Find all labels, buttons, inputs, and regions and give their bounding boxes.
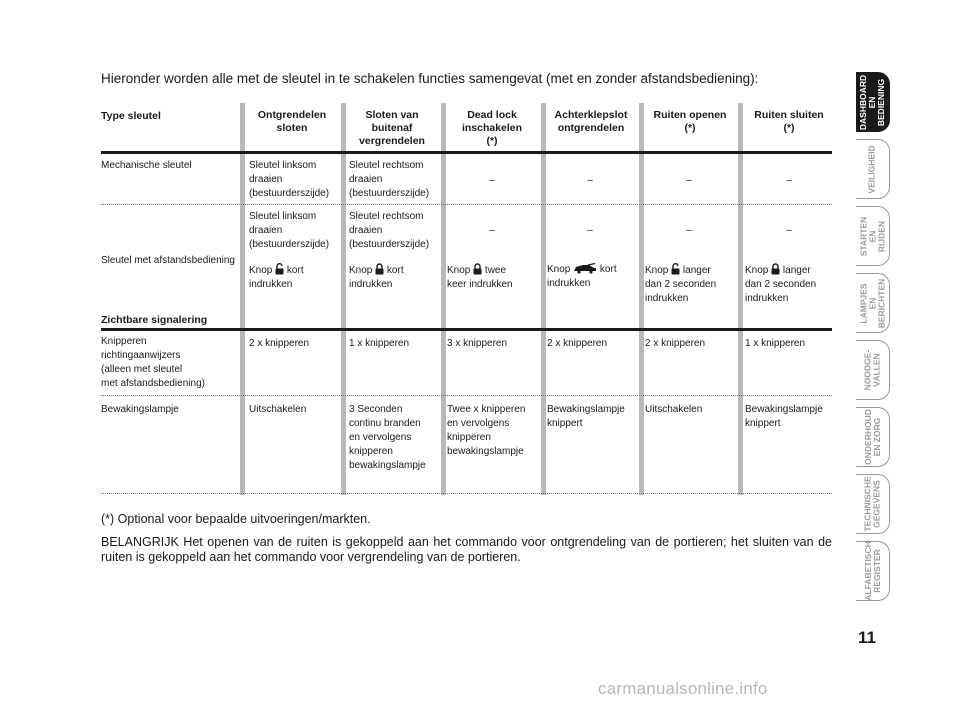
intro-text: Hieronder worden alle met de sleutel in te schakelen functies samengevat (met en zonder afstandsbediening):: [101, 71, 759, 86]
tab-label: DASHBOARD EN BEDIENING: [858, 74, 886, 130]
lamp-win-open: Uitschakelen: [645, 404, 703, 415]
blink-win-open: 2 x knipperen: [645, 338, 706, 349]
knop-label: Knop: [447, 265, 471, 276]
remote-deadlock-button: [447, 263, 513, 292]
remote-win-open-button: [645, 263, 716, 306]
blink-unlock: 2 x knipperen: [249, 338, 310, 349]
header-type: Type sleutel: [101, 110, 161, 122]
row-divider: [101, 395, 832, 396]
tab-safety[interactable]: [856, 139, 890, 199]
tab-label: ALFABETISCH REGISTER: [862, 541, 882, 601]
tab-starting[interactable]: [856, 206, 890, 266]
tab-index[interactable]: [856, 541, 890, 601]
lamp-unlock: Uitschakelen: [249, 404, 307, 415]
header-tailgate: Achterklepslot ontgrendelen: [554, 109, 628, 134]
blink-win-close: 1 x knipperen: [745, 338, 806, 349]
column-separator: [541, 103, 546, 495]
mech-win-open: –: [686, 175, 692, 186]
knop-label: Knop: [745, 265, 769, 276]
row-label-blink: Knipperen richtingaanwijzers (alleen met sleutel met afstandsbediening): [101, 336, 205, 389]
important-note: BELANGRIJK Het openen van de ruiten is gekoppeld aan het commando voor ontgrendeling van de portieren; het sluiten van de ruiten is gekoppeld aan het commando voor vergrendeling van de portieren.: [101, 535, 832, 564]
column-separator: [738, 103, 743, 495]
remote-unlock-key: Sleutel linksom draaien (bestuurderszijde): [249, 211, 330, 250]
blink-lock: 1 x knipperen: [349, 338, 410, 349]
car-tailgate-icon: [573, 263, 597, 274]
column-separator: [341, 103, 346, 495]
key-functions-table: [101, 103, 832, 495]
tab-label: STARTEN EN RIJDEN: [858, 216, 887, 256]
lamp-win-close: Bewakingslampje knippert: [745, 404, 823, 429]
row-divider: [101, 493, 832, 494]
tab-warning-lights[interactable]: [856, 273, 890, 333]
lamp-lock: 3 Seconden continu branden en vervolgens knipperen bewakingslampje: [349, 404, 426, 471]
tab-emergency[interactable]: [856, 340, 890, 400]
remote-tailgate-key: –: [587, 225, 593, 236]
mech-lock: Sleutel rechtsom draaien (bestuurderszijde): [349, 160, 430, 199]
tab-dashboard[interactable]: [856, 72, 890, 132]
signal-header: Zichtbare signalering: [101, 314, 208, 326]
tab-label: NOODGE- VALLEN: [862, 349, 882, 391]
tailgate-action-text: kort indrukken: [547, 264, 617, 289]
row-divider: [101, 204, 832, 205]
remote-win-close-button: [745, 263, 816, 306]
padlock-closed-icon: [473, 263, 482, 275]
tab-maintenance[interactable]: [856, 407, 890, 467]
knop-label: Knop: [349, 265, 373, 276]
remote-tailgate-button: [547, 263, 617, 291]
row-label-lamp: Bewakingslampje: [101, 404, 179, 415]
column-separator: [639, 103, 644, 495]
column-separator: [441, 103, 446, 495]
remote-lock-key: Sleutel rechtsom draaien (bestuurderszijde): [349, 211, 430, 250]
unlock-action-text: kort indrukken: [249, 265, 304, 290]
tab-label: ONDERHOUD EN ZORG: [862, 409, 882, 465]
tab-technical[interactable]: [856, 474, 890, 534]
remote-win-open-key: –: [686, 225, 692, 236]
watermark: carmanualsonline.info: [598, 679, 768, 698]
padlock-open-icon: [275, 263, 284, 275]
remote-deadlock-key: –: [489, 225, 495, 236]
knop-label: Knop: [249, 265, 273, 276]
lamp-tailgate: Bewakingslampje knippert: [547, 404, 625, 429]
knop-label: Knop: [547, 264, 571, 275]
mech-unlock: Sleutel linksom draaien (bestuurderszijde): [249, 160, 330, 199]
row-label-mechanical: Mechanische sleutel: [101, 160, 192, 171]
remote-lock-button: [349, 263, 404, 292]
header-rule: [101, 151, 832, 154]
mech-tailgate: –: [587, 175, 593, 186]
padlock-closed-icon: [375, 263, 384, 275]
blink-tailgate: 2 x knipperen: [547, 338, 608, 349]
lock-action-text: kort indrukken: [349, 265, 404, 290]
header-win-close: Ruiten sluiten (*): [754, 109, 824, 134]
remote-unlock-button: [249, 263, 304, 292]
header-win-open: Ruiten openen (*): [653, 109, 727, 134]
knop-label: Knop: [645, 265, 669, 276]
header-lock: Sloten van buitenaf vergrendelen: [359, 109, 425, 147]
header-deadlock: Dead lock inschakelen (*): [461, 109, 523, 147]
mech-win-close: –: [786, 175, 792, 186]
tab-label: VEILIGHEID: [867, 144, 877, 194]
win-open-action-text: langer dan 2 seconden indrukken: [645, 265, 717, 304]
padlock-open-icon: [671, 263, 680, 275]
deadlock-action-text: twee keer indrukken: [447, 265, 513, 290]
footnote: (*) Optional voor bepaalde uitvoeringen/markten.: [101, 512, 371, 526]
signal-rule: [101, 328, 832, 331]
remote-win-close-key: –: [786, 225, 792, 236]
page-number: 11: [858, 628, 876, 647]
row-label-remote: Sleutel met afstandsbediening: [101, 255, 235, 266]
padlock-closed-icon: [771, 263, 780, 275]
tab-label: TECHNISCHE GEGEVENS: [862, 476, 882, 532]
lamp-deadlock: Twee x knipperen en vervolgens knipperen bewakingslampje: [447, 404, 526, 457]
mech-deadlock: –: [489, 175, 495, 186]
column-separator: [240, 103, 245, 495]
tab-label: LAMPJES EN BERICHTEN: [858, 278, 886, 328]
header-unlock: Ontgrendelen sloten: [257, 109, 327, 134]
blink-deadlock: 3 x knipperen: [447, 338, 508, 349]
win-close-action-text: langer dan 2 seconden indrukken: [745, 265, 817, 304]
